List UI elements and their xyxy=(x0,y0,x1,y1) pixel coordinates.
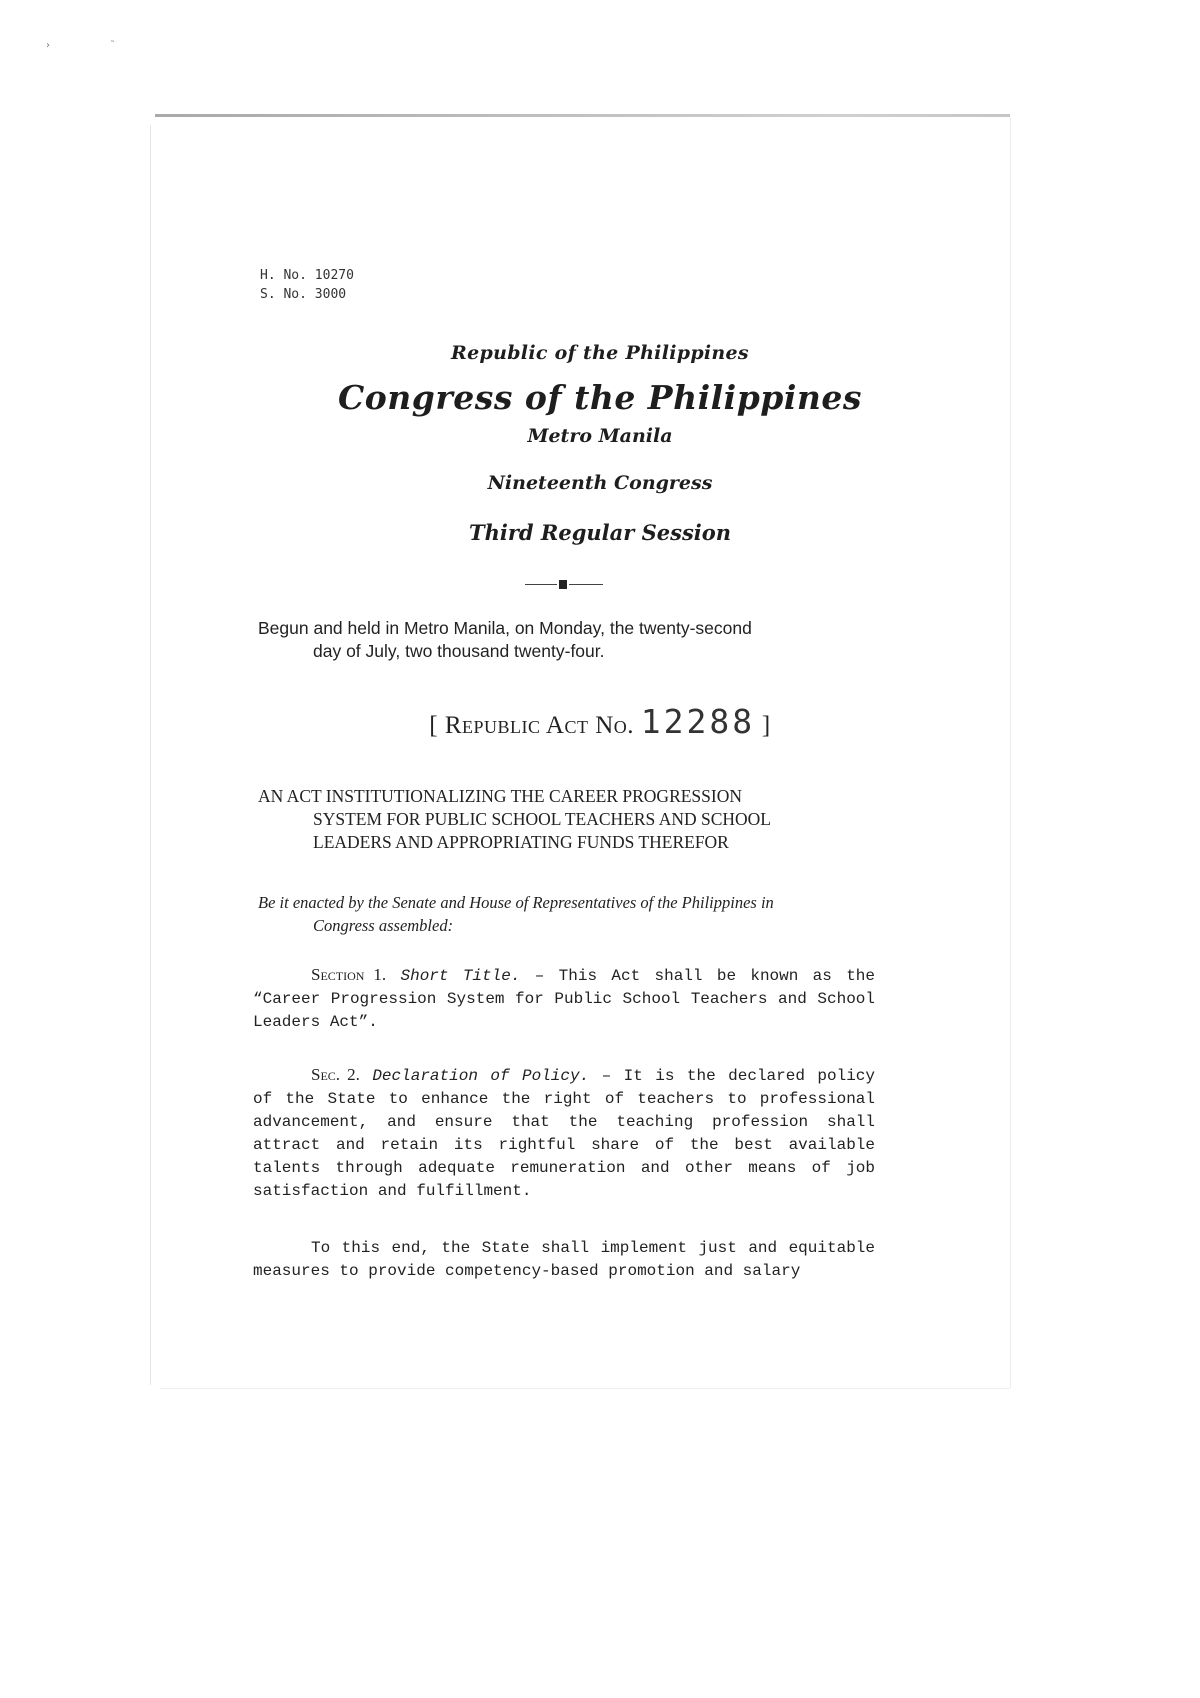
republic-act-number: 12288 xyxy=(640,702,756,741)
section-1-label: Section 1. xyxy=(311,965,387,984)
section-1 xyxy=(253,963,875,1034)
section-1-title: Short Title. xyxy=(400,967,521,985)
paragraph-3-text: To this end, the State shall implement just and equitable measures to provide competency-based promotion and salary xyxy=(253,1239,875,1280)
act-title-line-1: AN ACT INSTITUTIONALIZING THE CAREER PROGRESSION xyxy=(258,786,743,806)
section-2-text: – It is the declared policy of the State to enhance the right of teachers to professional advancement, and ensure that the teaching profession shall attract and retain its rightful share of the best available talents through adequate remuneration and other means of job satisfaction and fulfillment. xyxy=(253,1067,876,1200)
section-2-title: Declaration of Policy. xyxy=(372,1067,590,1085)
right-border-line xyxy=(1010,118,1011,1388)
open-bracket: [ xyxy=(429,712,439,739)
scan-speck: › xyxy=(46,40,50,51)
begun-line-2: day of July, two thousand twenty-four. xyxy=(313,641,605,661)
section-2 xyxy=(253,1063,875,1203)
congress-number-heading: Nineteenth Congress xyxy=(487,472,713,494)
location-heading: Metro Manila xyxy=(527,425,673,447)
session-heading: Third Regular Session xyxy=(468,520,732,545)
ornament-divider xyxy=(525,580,603,590)
republic-act-label: Republic Act No. xyxy=(444,712,635,739)
bottom-border-line xyxy=(160,1388,1010,1389)
senate-bill-number: S. No. 3000 xyxy=(260,287,347,302)
bill-numbers xyxy=(260,266,354,304)
left-border-line xyxy=(150,125,151,1385)
act-title-line-3: LEADERS AND APPROPRIATING FUNDS THEREFOR xyxy=(313,832,729,852)
enacting-line-2: Congress assembled: xyxy=(313,916,454,935)
scan-speck: ˜ xyxy=(110,40,115,51)
section-1-text: – This Act shall be known as the “Career Progression System for Public School Teachers and School Leaders Act”. xyxy=(253,967,876,1031)
close-bracket: ] xyxy=(761,712,771,739)
act-title-line-2: SYSTEM FOR PUBLIC SCHOOL TEACHERS AND SCHOOL xyxy=(313,809,771,829)
act-title xyxy=(258,785,878,854)
republic-act-title xyxy=(0,702,1200,741)
section-2-label: Sec. 2. xyxy=(311,1065,360,1084)
house-bill-number: H. No. 10270 xyxy=(260,268,354,283)
republic-heading: Republic of the Philippines xyxy=(451,342,749,364)
begun-line-1: Begun and held in Metro Manila, on Monday, the twenty-second xyxy=(258,618,752,638)
top-border-line xyxy=(155,114,1010,117)
begun-statement xyxy=(258,617,878,663)
enacting-line-1: Be it enacted by the Senate and House of Representatives of the Philippines in xyxy=(258,893,774,912)
enacting-clause xyxy=(258,891,878,937)
paragraph-3 xyxy=(253,1237,875,1283)
congress-heading: Congress of the Philippines xyxy=(338,378,862,417)
